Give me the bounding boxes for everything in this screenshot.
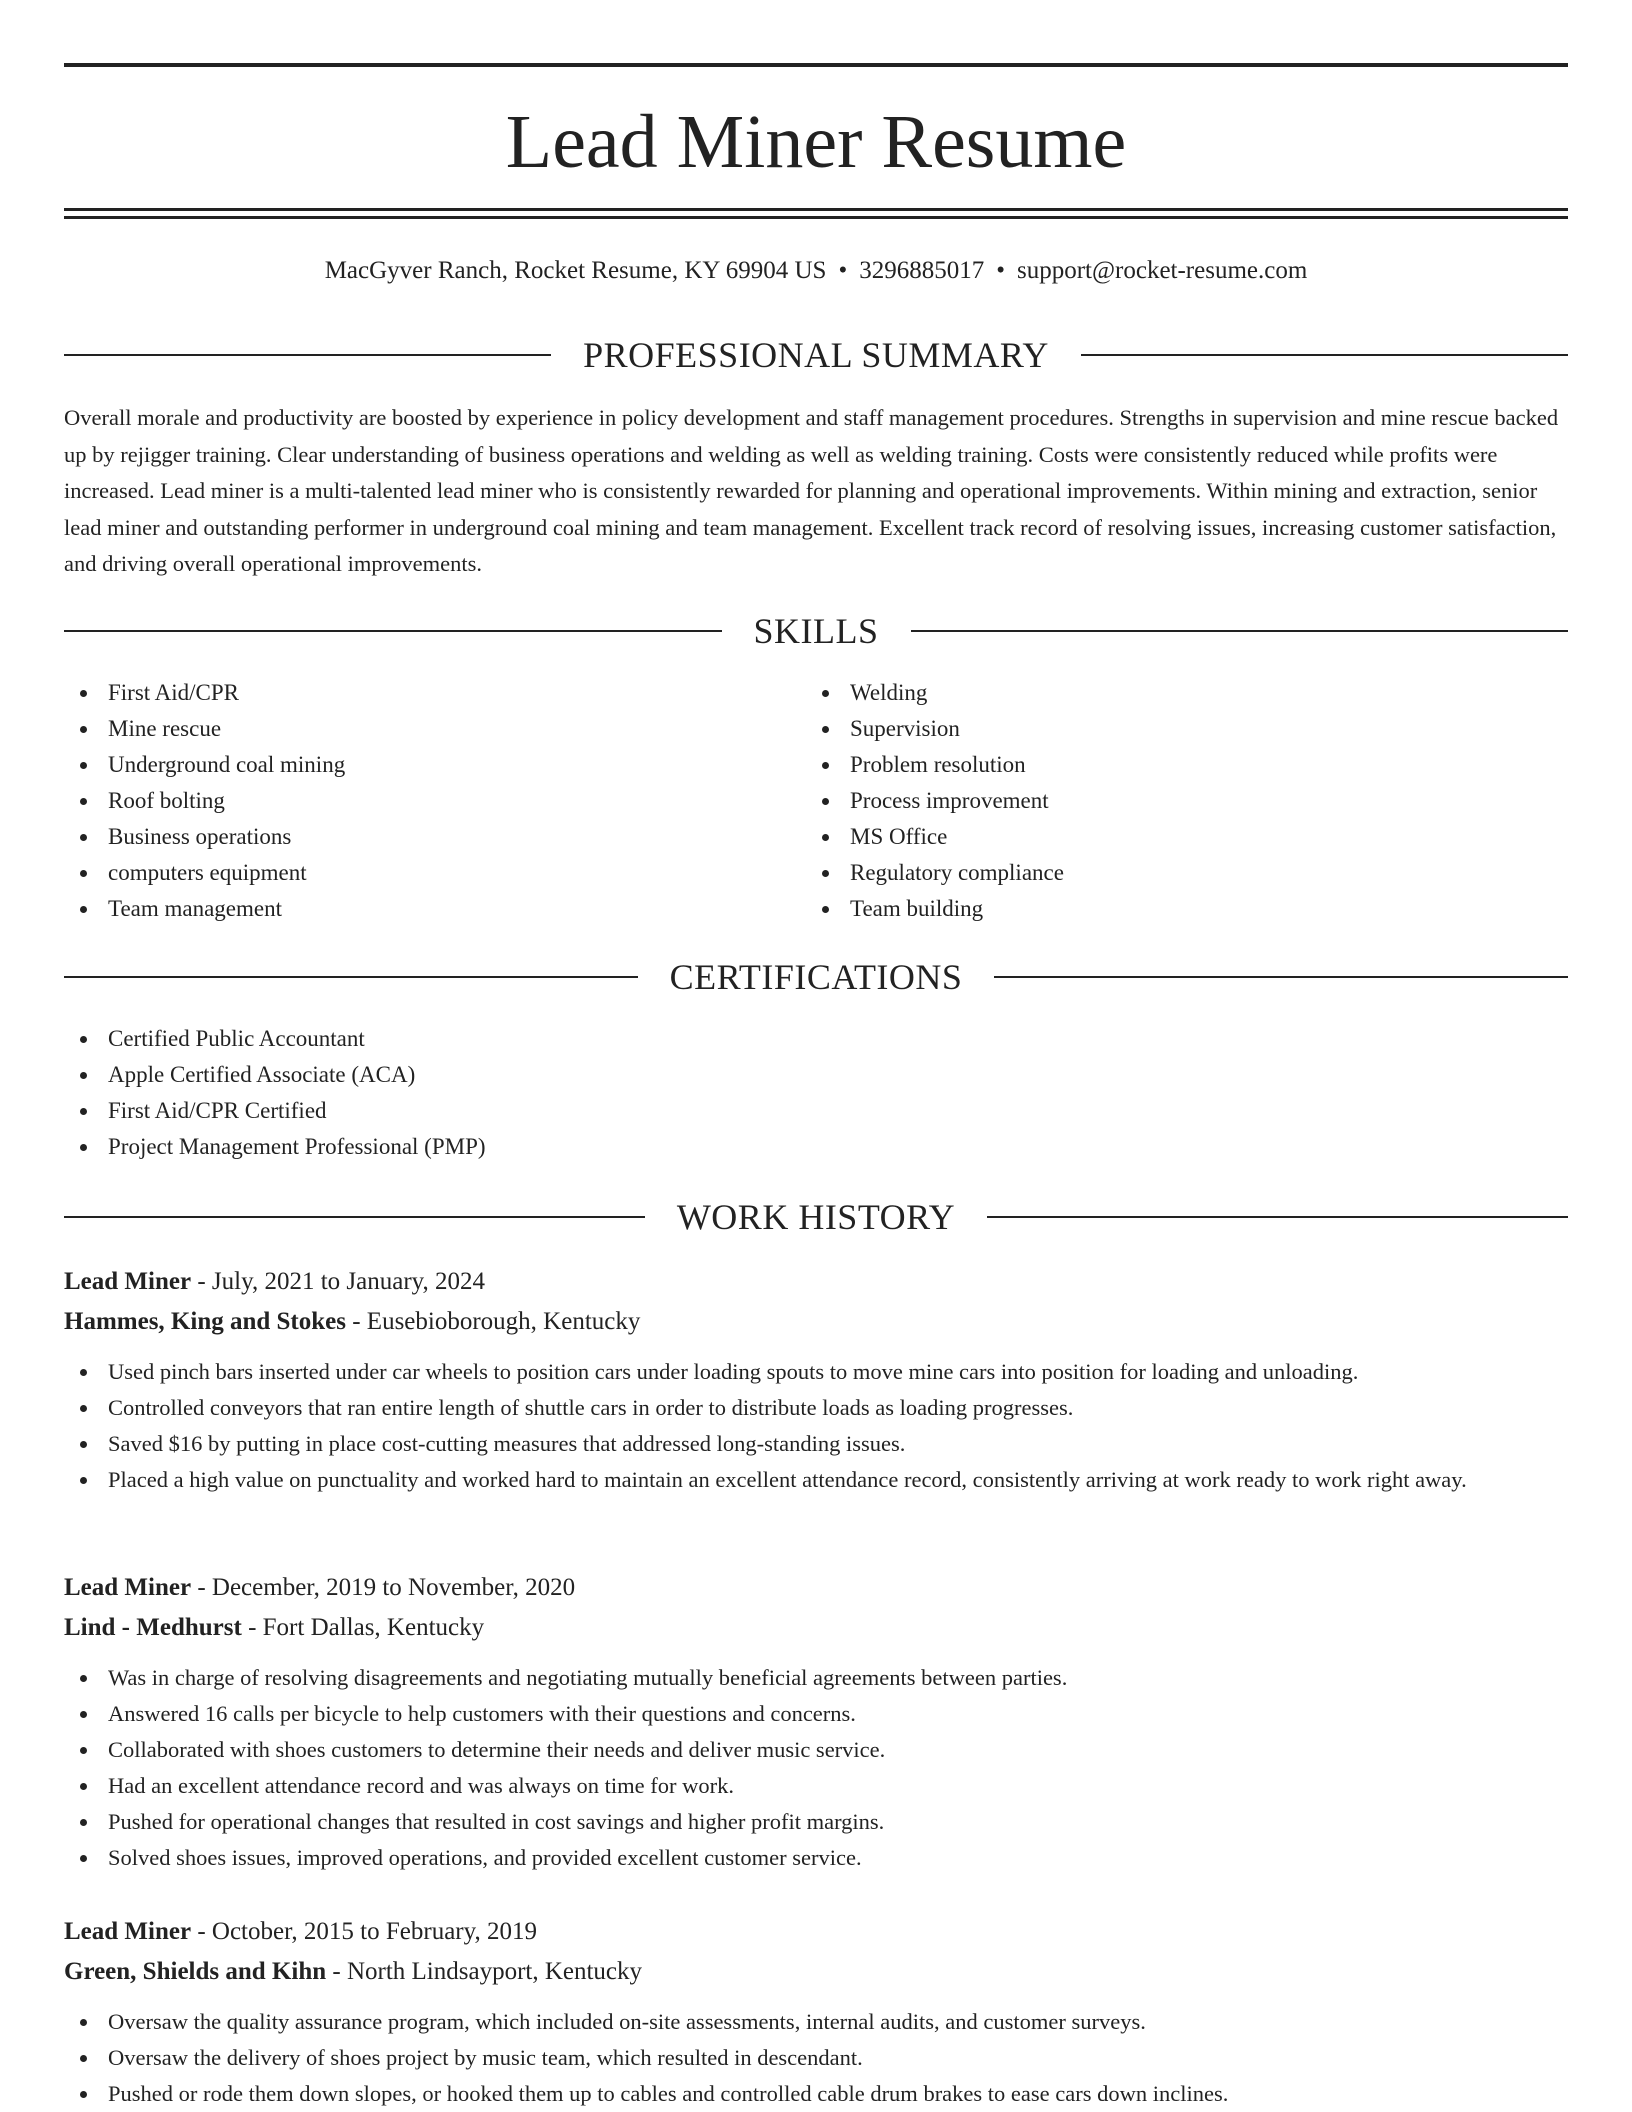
skill-item: Team management (64, 891, 764, 927)
certification-item: First Aid/CPR Certified (64, 1093, 1464, 1129)
job-title: Lead Miner (64, 1574, 192, 1601)
job-bullet-item: Oversaw the quality assurance program, which included on-site assessments, internal audits, and customer surveys. (64, 2004, 1568, 2040)
skill-item: Underground coal mining (64, 747, 764, 783)
skills-section-heading (64, 609, 1568, 653)
job-bullet-item: Answered 16 calls per bicycle to help customers with their questions and concerns. (64, 1696, 1568, 1732)
job-entry (64, 1262, 1568, 1498)
contact-address: MacGyver Ranch, Rocket Resume, KY 69904 US (324, 257, 827, 284)
top-rule (64, 63, 1568, 67)
skill-item: Problem resolution (806, 747, 1506, 783)
skill-item: Roof bolting (64, 783, 764, 819)
job-company: Hammes, King and Stokes (64, 1308, 346, 1335)
heading-rule-left (64, 976, 638, 978)
heading-rule-left (64, 630, 722, 632)
certifications-heading: CERTIFICATIONS (669, 957, 963, 997)
job-dates: - July, 2021 to January, 2024 (191, 1268, 486, 1295)
page-title: Lead Miner Resume (505, 100, 1127, 184)
skill-item: First Aid/CPR (64, 675, 764, 711)
contact-phone: 3296885017 (859, 257, 985, 284)
skills-list-right (806, 675, 1506, 927)
job-bullet-item: Solved shoes issues, improved operations, and provided excellent customer service. (64, 1840, 1568, 1876)
job-title: Lead Miner (64, 1918, 192, 1945)
skill-item: Supervision (806, 711, 1506, 747)
job-bullet-item: Used pinch bars inserted under car wheels to position cars under loading spouts to move mine cars into position for loading and unloading. (64, 1354, 1568, 1390)
heading-rule-right (994, 976, 1568, 978)
job-location: - Fort Dallas, Kentucky (241, 1614, 485, 1641)
job-bullets (64, 2004, 1568, 2112)
job-title: Lead Miner (64, 1268, 192, 1295)
job-title-line (64, 1912, 1568, 1952)
job-bullet-item: Had an excellent attendance record and was always on time for work. (64, 1768, 1568, 1804)
work-section-heading (64, 1195, 1568, 1239)
certifications-section-heading (64, 955, 1568, 999)
certification-item: Certified Public Accountant (64, 1021, 1464, 1057)
job-dates: - December, 2019 to November, 2020 (191, 1574, 576, 1601)
job-location: - North Lindsayport, Kentucky (326, 1958, 643, 1985)
heading-rule-right (911, 630, 1569, 632)
job-title-line (64, 1568, 1568, 1608)
job-dates: - October, 2015 to February, 2019 (191, 1918, 537, 1945)
summary-heading: PROFESSIONAL SUMMARY (583, 335, 1049, 375)
skill-item: MS Office (806, 819, 1506, 855)
certifications-list (64, 1021, 1464, 1165)
job-company-line (64, 1952, 1568, 1992)
job-company: Lind - Medhurst (64, 1614, 242, 1641)
job-title-line (64, 1262, 1568, 1302)
job-bullet-item: Was in charge of resolving disagreements and negotiating mutually beneficial agreements between parties. (64, 1660, 1568, 1696)
heading-rule-right (987, 1216, 1568, 1218)
contact-separator: • (996, 257, 1005, 284)
skill-item: Team building (806, 891, 1506, 927)
contact-line (64, 254, 1568, 288)
heading-rule-right (1081, 354, 1568, 356)
skill-item: Mine rescue (64, 711, 764, 747)
contact-email: support@rocket-resume.com (1017, 257, 1308, 284)
job-bullet-item: Oversaw the delivery of shoes project by music team, which resulted in descendant. (64, 2040, 1568, 2076)
job-bullet-item: Pushed for operational changes that resulted in cost savings and higher profit margins. (64, 1804, 1568, 1840)
skill-item: Process improvement (806, 783, 1506, 819)
certification-item: Apple Certified Associate (ACA) (64, 1057, 1464, 1093)
summary-text: Overall morale and productivity are boosted by experience in policy development and staff management procedures. Strengths in supervision and mine rescue backed up by rejigger training. Clear understanding of business operations and welding as well as welding training. Costs were consistently reduced while profits were increased. Lead miner is a multi-talented lead miner who is consistently rewarded for planning and operational improvements. Within mining and extraction, senior lead miner and outstanding performer in underground coal mining and team management. Excellent track record of resolving issues, increasing customer satisfaction, and driving overall operational improvements. (64, 405, 1559, 576)
heading-rule-left (64, 1216, 645, 1218)
title-rule-upper (64, 208, 1568, 211)
job-company: Green, Shields and Kihn (64, 1958, 327, 1985)
job-location: - Eusebioborough, Kentucky (345, 1308, 641, 1335)
work-heading: WORK HISTORY (676, 1197, 956, 1237)
job-bullet-item: Placed a high value on punctuality and worked hard to maintain an excellent attendance record, consistently arriving at work ready to work right away. (64, 1462, 1568, 1498)
job-bullets (64, 1354, 1568, 1498)
skill-item: computers equipment (64, 855, 764, 891)
job-bullets (64, 1660, 1568, 1876)
heading-rule-left (64, 354, 551, 356)
job-bullet-item: Collaborated with shoes customers to determine their needs and deliver music service. (64, 1732, 1568, 1768)
job-bullet-item: Controlled conveyors that ran entire length of shuttle cars in order to distribute loads as loading progresses. (64, 1390, 1568, 1426)
job-bullet-item: Saved $16 by putting in place cost-cutting measures that addressed long-standing issues. (64, 1426, 1568, 1462)
title-rule-lower (64, 216, 1568, 219)
skill-item: Regulatory compliance (806, 855, 1506, 891)
job-entry (64, 1912, 1568, 2112)
skill-item: Business operations (64, 819, 764, 855)
skill-item: Welding (806, 675, 1506, 711)
job-company-line (64, 1608, 1568, 1648)
contact-separator: • (838, 257, 848, 284)
job-entry (64, 1568, 1568, 1876)
skills-list-left (64, 675, 764, 927)
skills-heading: SKILLS (753, 611, 879, 651)
job-company-line (64, 1302, 1568, 1342)
summary-section-heading (64, 333, 1568, 377)
job-bullet-item: Pushed or rode them down slopes, or hooked them up to cables and controlled cable drum brakes to ease cars down inclines. (64, 2076, 1568, 2112)
certification-item: Project Management Professional (PMP) (64, 1129, 1464, 1165)
